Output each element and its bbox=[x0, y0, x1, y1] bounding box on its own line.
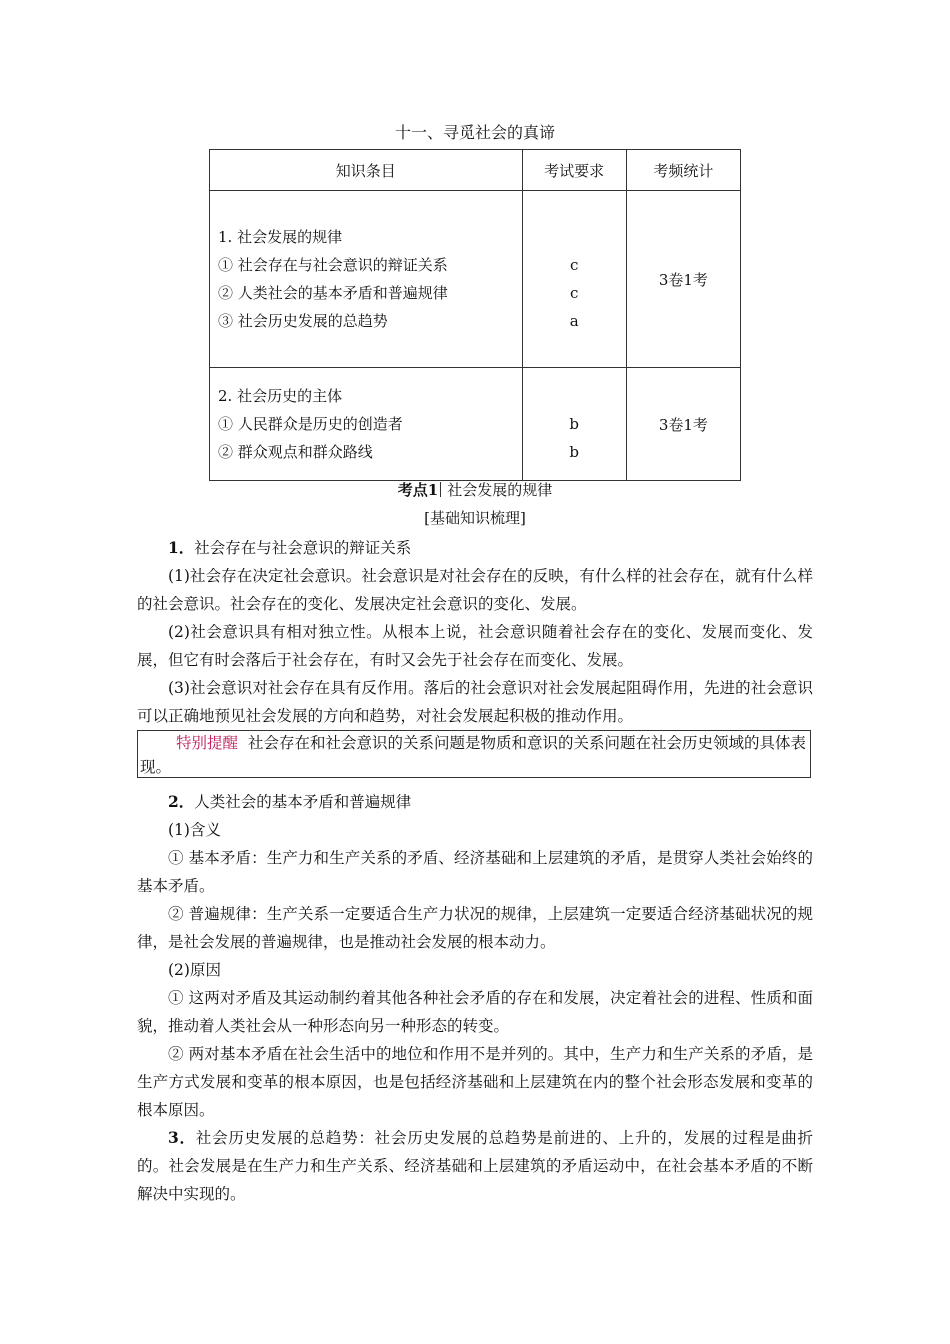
section-divider bbox=[440, 482, 441, 497]
block-3-paragraph: 3．社会历史发展的总趋势：社会历史发展的总趋势是前进的、上升的，发展的过程是曲折的。社会发展是在生产力和生产关系、经济基础和上层建筑的矛盾运动中，在社会基本矛盾的不断解决中实现的。 bbox=[137, 1128, 813, 1203]
block-3 bbox=[137, 1124, 813, 1208]
paragraph: (3)社会意识对社会存在具有反作用。落后的社会意识对社会发展起阻碍作用，先进的社会意识可以正确地预见社会发展的方向和趋势，对社会发展起积极的推动作用。 bbox=[137, 679, 813, 725]
section-title: 社会发展的规律 bbox=[447, 481, 553, 499]
requirement-level: c bbox=[569, 256, 579, 274]
knowledge-items-cell bbox=[210, 368, 523, 481]
knowledge-requirements-table bbox=[209, 149, 741, 481]
table-row bbox=[210, 368, 741, 481]
block-1 bbox=[137, 534, 813, 730]
section-subtitle: [基础知识梳理] bbox=[424, 509, 526, 527]
table-header-row bbox=[210, 150, 741, 191]
requirement-level: b bbox=[569, 415, 579, 433]
section-heading bbox=[0, 480, 950, 500]
paragraph: (2)社会意识具有相对独立性。从根本上说，社会意识随着社会存在的变化、发展而变化、发展，但它有时会落后于社会存在，有时又会先于社会存在而变化、发展。 bbox=[137, 623, 813, 669]
knowledge-item: ① 社会存在与社会意识的辩证关系 bbox=[218, 256, 448, 274]
table-header-cell: 考试要求 bbox=[522, 150, 626, 191]
frequency-cell: 3卷1考 bbox=[626, 368, 740, 481]
table-header-cell: 知识条目 bbox=[210, 150, 523, 191]
requirement-level: a bbox=[569, 312, 579, 330]
document-title: 十一、寻觅社会的真谛 bbox=[394, 123, 555, 142]
special-reminder-label: 特别提醒 bbox=[176, 734, 239, 752]
subheading: (1)含义 bbox=[168, 821, 221, 839]
knowledge-item: ③ 社会历史发展的总趋势 bbox=[218, 312, 388, 330]
block-1-heading: 1．社会存在与社会意识的辩证关系 bbox=[168, 538, 412, 557]
knowledge-item: ② 人类社会的基本矛盾和普遍规律 bbox=[218, 284, 448, 302]
knowledge-item: ① 人民群众是历史的创造者 bbox=[218, 415, 403, 433]
paragraph: ① 这两对矛盾及其运动制约着其他各种社会矛盾的存在和发展，决定着社会的进程、性质和面貌，推动着人类社会从一种形态向另一种形态的转变。 bbox=[137, 989, 813, 1035]
knowledge-item: ② 群众观点和群众路线 bbox=[218, 443, 373, 461]
section-label: 考点1 bbox=[397, 481, 439, 499]
requirement-level: c bbox=[569, 284, 579, 302]
block-2-heading: 2．人类社会的基本矛盾和普遍规律 bbox=[168, 792, 412, 811]
special-reminder-box bbox=[137, 730, 811, 778]
requirement-levels-cell bbox=[522, 191, 626, 368]
special-reminder-text: 社会存在和社会意识的关系问题是物质和意识的关系问题在社会历史领域的具体表现。 bbox=[140, 734, 807, 776]
knowledge-item: 2. 社会历史的主体 bbox=[218, 387, 343, 405]
paragraph: ② 普遍规律：生产关系一定要适合生产力状况的规律，上层建筑一定要适合经济基础状况的规律，是社会发展的普遍规律，也是推动社会发展的根本动力。 bbox=[137, 905, 813, 951]
requirement-levels-cell bbox=[522, 368, 626, 481]
knowledge-items-cell bbox=[210, 191, 523, 368]
paragraph: ① 基本矛盾：生产力和生产关系的矛盾、经济基础和上层建筑的矛盾，是贯穿人类社会始终的基本矛盾。 bbox=[137, 849, 813, 895]
paragraph: (1)社会存在决定社会意识。社会意识是对社会存在的反映，有什么样的社会存在，就有什么样的社会意识。社会存在的变化、发展决定社会意识的变化、发展。 bbox=[137, 567, 813, 613]
requirement-level: b bbox=[569, 443, 579, 461]
knowledge-item: 1. 社会发展的规律 bbox=[218, 228, 343, 246]
frequency-cell: 3卷1考 bbox=[626, 191, 740, 368]
table-row bbox=[210, 191, 741, 368]
subheading: (2)原因 bbox=[168, 961, 221, 979]
block-2 bbox=[137, 788, 813, 1124]
table-header-cell: 考频统计 bbox=[626, 150, 740, 191]
paragraph: ② 两对基本矛盾在社会生活中的地位和作用不是并列的。其中，生产力和生产关系的矛盾，是生产方式发展和变革的根本原因，也是包括经济基础和上层建筑在内的整个社会形态发展和变革的根本原因。 bbox=[137, 1045, 813, 1119]
